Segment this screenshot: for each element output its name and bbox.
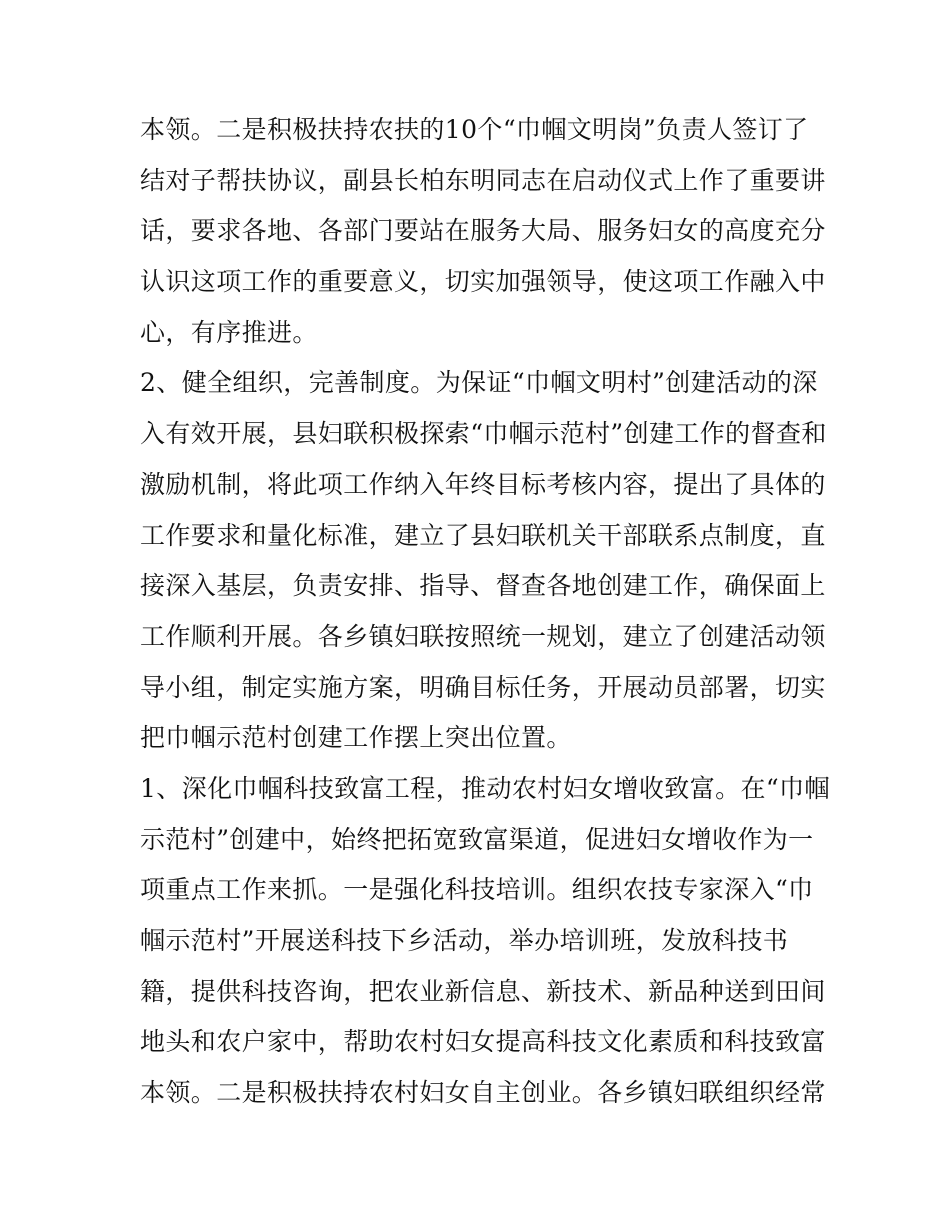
text-line-12: 导小组，制定实施方案，明确目标任务，开展动员部署，切实 bbox=[140, 672, 826, 702]
text-line-5: 心，有序推进。 bbox=[140, 317, 318, 347]
text-line-6: 2、健全组织，完善制度。为保证“巾帼文明村”创建活动的深 bbox=[140, 368, 818, 398]
text-line-3: 话，要求各地、各部门要站在服务大局、服务妇女的高度充分 bbox=[140, 216, 826, 246]
text-line-19: 地头和农户家中，帮助农村妇女提高科技文化素质和科技致富 bbox=[140, 1027, 826, 1057]
text-line-8: 激励机制，将此项工作纳入年终目标考核内容，提出了具体的 bbox=[140, 469, 826, 499]
text-line-10: 接深入基层，负责安排、指导、督查各地创建工作，确保面上 bbox=[140, 571, 826, 601]
body-text bbox=[140, 105, 830, 1119]
text-line-9: 工作要求和量化标准，建立了县妇联机关干部联系点制度，直 bbox=[140, 520, 826, 550]
text-line-7: 入有效开展，县妇联积极探索“巾帼示范村”创建工作的督查和 bbox=[140, 419, 827, 449]
text-line-4: 认识这项工作的重要意义，切实加强领导，使这项工作融入中 bbox=[140, 267, 826, 297]
text-line-1: 本领。二是积极扶持农扶的10个“巾帼文明岗”负责人签订了 bbox=[140, 115, 809, 144]
text-line-18: 籍，提供科技咨询，把农业新信息、新技术、新品种送到田间 bbox=[140, 976, 826, 1006]
text-line-16: 项重点工作来抓。一是强化科技培训。组织农技专家深入“巾 bbox=[140, 875, 814, 905]
text-line-11: 工作顺利开展。各乡镇妇联按照统一规划，建立了创建活动领 bbox=[140, 621, 826, 651]
text-line-20: 本领。二是积极扶持农村妇女自主创业。各乡镇妇联组织经常 bbox=[140, 1078, 826, 1108]
text-line-2: 结对子帮扶协议，副县长柏东明同志在启动仪式上作了重要讲 bbox=[140, 165, 826, 195]
text-line-17: 帼示范村”开展送科技下乡活动，举办培训班，发放科技书 bbox=[140, 926, 789, 955]
text-line-14: 1、深化巾帼科技致富工程，推动农村妇女增收致富。在“巾帼 bbox=[140, 773, 830, 803]
text-line-13: 把巾帼示范村创建工作摆上突出位置。 bbox=[140, 723, 572, 753]
text-line-15: 示范村”创建中，始终把拓宽致富渠道，促进妇女增收作为一 bbox=[140, 824, 814, 854]
